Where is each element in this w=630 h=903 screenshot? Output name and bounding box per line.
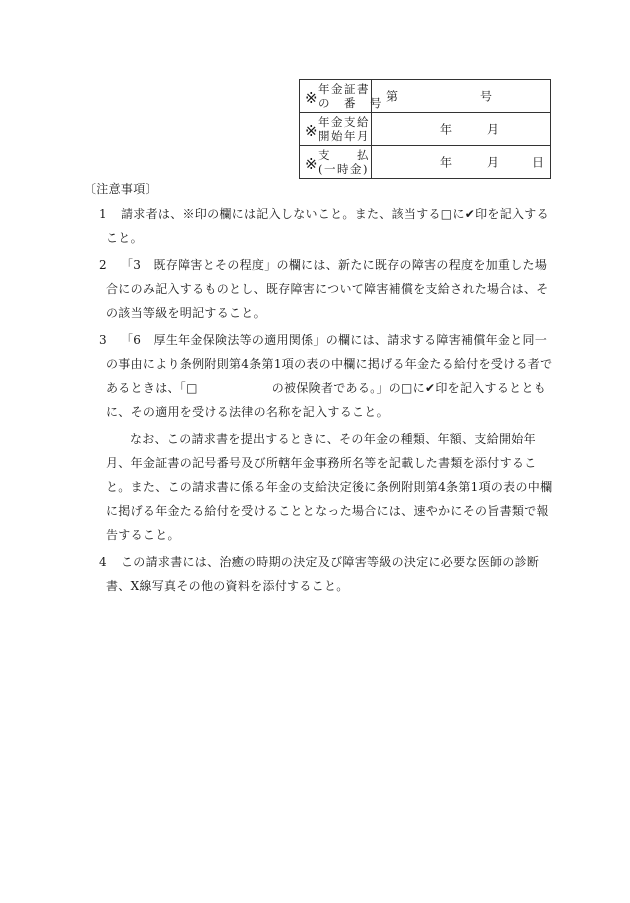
lump-sum-payment-label <box>300 146 372 179</box>
office-use-mark: ※ <box>305 88 318 107</box>
note-text: この請求書には、治癒の時期の決定及び障害等級の決定に必要な医師の診断書、X線写真その他の資料を添付すること。 <box>106 555 540 593</box>
note-item-1 <box>84 202 554 250</box>
note-text: 請求者は、※印の欄には記入しないこと。また、該当する□に✔印を記入すること。 <box>106 207 549 245</box>
day-unit: 日 <box>532 155 545 170</box>
label-line-2: の 番 号 <box>318 96 383 110</box>
pension-certificate-number-label <box>300 80 383 113</box>
notes-title: 〔注意事項〕 <box>84 182 158 196</box>
reference-table <box>299 79 551 179</box>
payment-start-row <box>300 113 551 146</box>
office-use-mark: ※ <box>305 154 318 173</box>
note-text: 「3 既存障害とその程度」の欄には、新たに既存の障害の程度を加重した場合にのみ記入するものとし、既存障害について障害補償を支給された場合は、その該当等級を明記すること。 <box>106 258 549 320</box>
month-unit: 月 <box>487 122 500 137</box>
note-text: なお、この請求書を提出するときに、その年金の種類、年額、支給開始年月、年金証書の記号番号及び所轄年金事務所名等を記載した書類を添付すること。また、この請求書に係る年金の支給決定後に条例附則第4条第1項の表の中欄に掲げる年金たる給付を受けることとなった場合には、速やかにその旨書類で報告すること。 <box>106 432 553 542</box>
label-line-1: 年金証書 <box>318 82 370 96</box>
label-line-1: 支 払 <box>318 148 370 162</box>
note-text-after-blank: の被保険者である。」の□に✔印を記入するとともに、その適用を受ける法律の名称を記入すること。 <box>106 381 547 419</box>
note-item-2 <box>84 253 554 325</box>
note-item-3-supplement <box>84 427 554 547</box>
note-text-before-blank: 「6 厚生年金保険法等の適用関係」の欄には、請求する障害補償年金と同一の事由により条例附則第4条第1項の表の中欄に掲げる年金たる給付を受ける者であるときは、「□ <box>106 333 553 395</box>
pension-certificate-number-field[interactable] <box>372 80 551 113</box>
office-use-mark: ※ <box>305 121 318 140</box>
note-item-3 <box>84 328 554 424</box>
pension-certificate-number-row <box>300 80 551 113</box>
number-prefix: 第 <box>386 89 399 104</box>
payment-start-label <box>300 113 372 146</box>
year-unit: 年 <box>440 122 453 137</box>
year-unit: 年 <box>440 155 453 170</box>
lump-sum-payment-field[interactable] <box>372 146 551 179</box>
notes-section <box>84 180 554 601</box>
label-line-1: 年金支給 <box>318 115 370 129</box>
label-line-2: (一時金) <box>318 162 369 176</box>
label-line-2: 開始年月 <box>318 129 370 143</box>
note-number: 1 <box>99 207 107 221</box>
lump-sum-payment-row <box>300 146 551 179</box>
note-item-4 <box>84 550 554 598</box>
month-unit: 月 <box>487 155 500 170</box>
note-number: 4 <box>99 555 107 569</box>
number-suffix: 号 <box>480 89 493 104</box>
payment-start-field[interactable] <box>372 113 551 146</box>
note-number: 3 <box>99 333 107 347</box>
note-number: 2 <box>99 258 107 272</box>
